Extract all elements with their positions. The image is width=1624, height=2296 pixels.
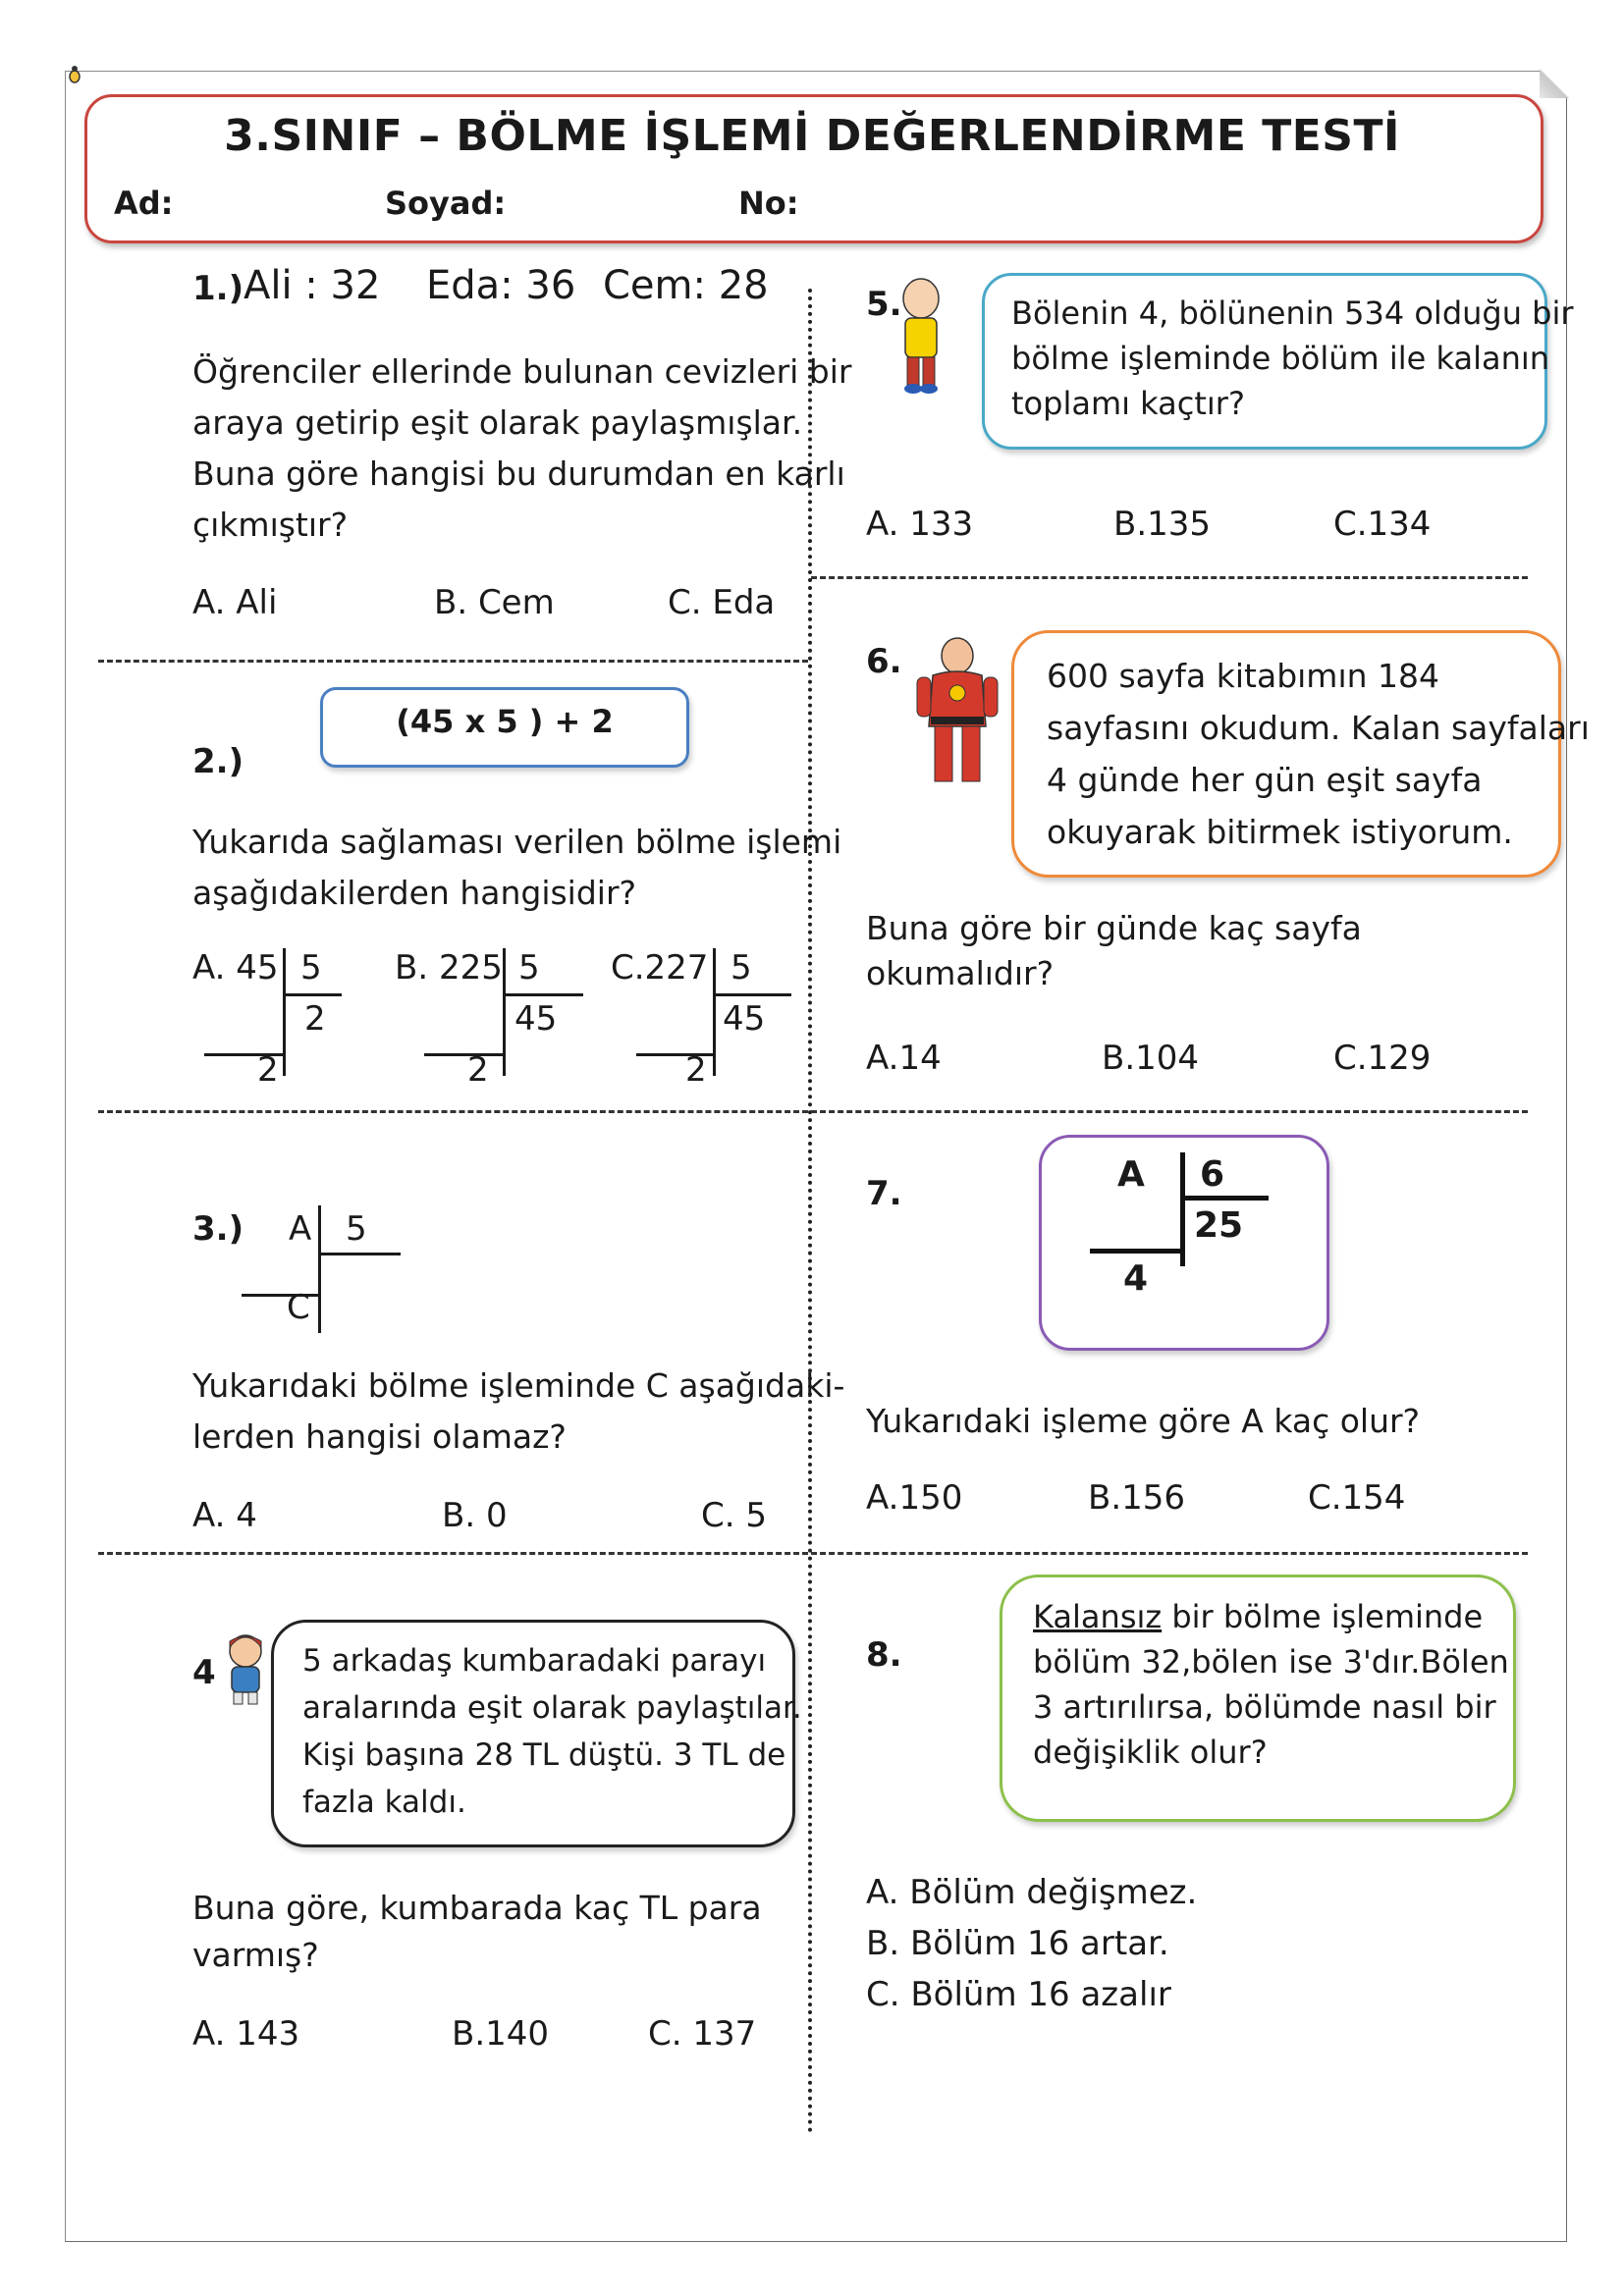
q2-option-a-label: A. 45 [192, 948, 279, 988]
q6-option-a[interactable]: A.14 [866, 1039, 942, 1078]
q2-option-b-divisor: 5 [518, 948, 540, 988]
q7-dividend: A [1117, 1154, 1145, 1195]
divider-q2-q3 [98, 1110, 808, 1113]
q3-text-line: Yukarıdaki bölme işleminde C aşağıdaki- [192, 1366, 845, 1405]
q4-option-b[interactable]: B.140 [452, 2014, 550, 2054]
q3-option-b[interactable]: B. 0 [442, 1496, 508, 1535]
q2-formula: (45 x 5 ) + 2 [396, 703, 614, 740]
q6-option-c[interactable]: C.129 [1333, 1039, 1432, 1078]
q5-bubble-text [1011, 291, 1574, 426]
q6-bubble-text [1047, 650, 1590, 858]
q5-bubble-line: Bölenin 4, bölünenin 534 olduğu bir [1011, 294, 1574, 332]
q1-text-line: araya getirip eşit olarak paylaşmışlar. [192, 403, 803, 442]
q2-option-c-remainder: 2 [685, 1050, 707, 1090]
q4-bubble-line: fazla kaldı. [302, 1785, 466, 1820]
q2-text-line: Yukarıda sağlaması verilen bölme işlemi [192, 823, 842, 861]
q3-dividend: A [289, 1209, 312, 1249]
q2-option-b-label: B. 225 [395, 948, 503, 988]
q2-option-c-label: C.227 [611, 948, 709, 988]
q2-number: 2.) [192, 742, 244, 781]
q3-remainder: C [287, 1288, 310, 1327]
q4-text-line: Buna göre, kumbarada kaç TL para [192, 1889, 762, 1927]
q2-text-line: aşağıdakilerden hangisidir? [192, 874, 637, 912]
q8-option-a[interactable]: A. Bölüm değişmez. [866, 1873, 1198, 1912]
q8-bubble-line: 3 artırılırsa, bölümde nasıl bir [1033, 1688, 1496, 1726]
q4-option-a[interactable]: A. 143 [192, 2014, 300, 2054]
q6-text-line: okumalıdır? [866, 954, 1055, 992]
q1-eda: Eda: 36 [426, 263, 576, 308]
q7-remainder: 4 [1123, 1258, 1149, 1299]
q7-number: 7. [866, 1174, 902, 1213]
division-vertical-line [318, 1205, 321, 1333]
number-label: No: [738, 185, 799, 222]
q1-number: 1.) [192, 269, 244, 308]
divider-q1-q2 [98, 660, 808, 663]
q2-option-b-quotient: 45 [514, 999, 558, 1039]
division-horizontal-line [1180, 1196, 1269, 1201]
q7-text: Yukarıdaki işleme göre A kaç olur? [866, 1402, 1421, 1440]
q3-number: 3.) [192, 1209, 244, 1249]
q1-text-line: Buna göre hangisi bu durumdan en karlı [192, 454, 845, 493]
division-horizontal-line [503, 993, 583, 996]
q5-option-a[interactable]: A. 133 [866, 505, 974, 544]
q8-option-c[interactable]: C. Bölüm 16 azalır [866, 1975, 1171, 2014]
page-fold-corner [1540, 69, 1569, 98]
surname-label: Soyad: [385, 185, 507, 222]
q8-option-b[interactable]: B. Bölüm 16 artar. [866, 1924, 1169, 1963]
q1-text-line: çıkmıştır? [192, 506, 349, 544]
boy-character-icon [222, 1629, 269, 1712]
q8-bubble-text [1033, 1594, 1509, 1775]
division-horizontal-line [318, 1253, 401, 1255]
q6-text-line: Buna göre bir günde kaç sayfa [866, 909, 1362, 947]
q2-option-c-divisor: 5 [731, 948, 752, 988]
q5-number: 5. [866, 285, 902, 324]
q7-quotient: 25 [1194, 1205, 1244, 1246]
cartoon-boy-icon [895, 275, 947, 400]
q3-option-a[interactable]: A. 4 [192, 1496, 257, 1535]
q7-option-b[interactable]: B.156 [1088, 1478, 1186, 1518]
q4-bubble-line: Kişi başına 28 TL düştü. 3 TL de [302, 1737, 786, 1773]
q8-first-line-rest: bir bölme işleminde [1162, 1598, 1484, 1635]
column-divider [808, 289, 812, 2134]
small-bee-icon [67, 65, 82, 88]
division-horizontal-line [713, 993, 791, 996]
division-vertical-line [503, 948, 506, 1076]
q4-number: 4 [192, 1653, 216, 1692]
divider-q5-q6 [811, 576, 1528, 579]
q7-option-a[interactable]: A.150 [866, 1478, 963, 1518]
q6-bubble-line: okuyarak bitirmek istiyorum. [1047, 813, 1513, 851]
divider-q6-q7 [811, 1110, 1528, 1113]
divider-q3-q4 [98, 1552, 808, 1555]
q4-bubble-line: aralarında eşit olarak paylaştılar. [302, 1690, 802, 1726]
q5-option-b[interactable]: B.135 [1113, 505, 1212, 544]
division-subtract-line [1090, 1249, 1180, 1254]
name-label: Ad: [114, 185, 174, 222]
q2-option-a-quotient: 2 [304, 999, 326, 1039]
q6-option-b[interactable]: B.104 [1102, 1039, 1200, 1078]
q6-bubble-line: 600 sayfa kitabımın 184 [1047, 657, 1440, 695]
q2-option-c-quotient: 45 [723, 999, 766, 1039]
superhero-icon [913, 632, 1001, 793]
q8-number: 8. [866, 1635, 902, 1675]
division-vertical-line [713, 948, 716, 1076]
q5-option-c[interactable]: C.134 [1333, 505, 1432, 544]
q1-ali: Ali : 32 [244, 263, 381, 308]
division-vertical-line [1180, 1152, 1185, 1266]
q2-option-b-remainder: 2 [467, 1050, 489, 1090]
division-subtract-line [424, 1053, 503, 1056]
q6-bubble-line: 4 günde her gün eşit sayfa [1047, 761, 1483, 799]
q1-cem: Cem: 28 [603, 263, 769, 308]
divider-q7-q8 [811, 1552, 1528, 1555]
q8-bubble-line: bölüm 32,bölen ise 3'dır.Bölen [1033, 1643, 1509, 1681]
q8-underlined-word: Kalansız [1033, 1598, 1163, 1635]
q1-option-b[interactable]: B. Cem [434, 583, 555, 622]
q4-text-line: varmış? [192, 1936, 319, 1974]
page-title: 3.SINIF – BÖLME İŞLEMİ DEĞERLENDİRME TESTİ [224, 111, 1400, 161]
q3-option-c[interactable]: C. 5 [701, 1496, 767, 1535]
q8-bubble-line: değişiklik olur? [1033, 1734, 1268, 1771]
q1-text-line: Öğrenciler ellerinde bulunan cevizleri bir [192, 352, 852, 391]
q2-option-a-divisor: 5 [300, 948, 322, 988]
division-vertical-line [283, 948, 286, 1076]
q6-number: 6. [866, 642, 902, 681]
q4-bubble-text [302, 1637, 802, 1826]
q8-bubble-line [1033, 1594, 1509, 1639]
q3-text-line: lerden hangisi olamaz? [192, 1417, 567, 1456]
q6-bubble-line: sayfasını okudum. Kalan sayfaları [1047, 709, 1590, 747]
q7-option-c[interactable]: C.154 [1308, 1478, 1406, 1518]
q5-bubble-line: bölme işleminde bölüm ile kalanın [1011, 340, 1550, 377]
q2-option-a-remainder: 2 [257, 1050, 279, 1090]
division-horizontal-line [283, 993, 342, 996]
q3-divisor: 5 [346, 1209, 367, 1249]
q5-bubble-line: toplamı kaçtır? [1011, 385, 1245, 422]
q4-option-c[interactable]: C. 137 [648, 2014, 757, 2054]
q4-bubble-line: 5 arkadaş kumbaradaki parayı [302, 1643, 767, 1679]
q1-option-a[interactable]: A. Ali [192, 583, 278, 622]
q1-option-c[interactable]: C. Eda [668, 583, 776, 622]
q7-divisor: 6 [1200, 1154, 1225, 1195]
